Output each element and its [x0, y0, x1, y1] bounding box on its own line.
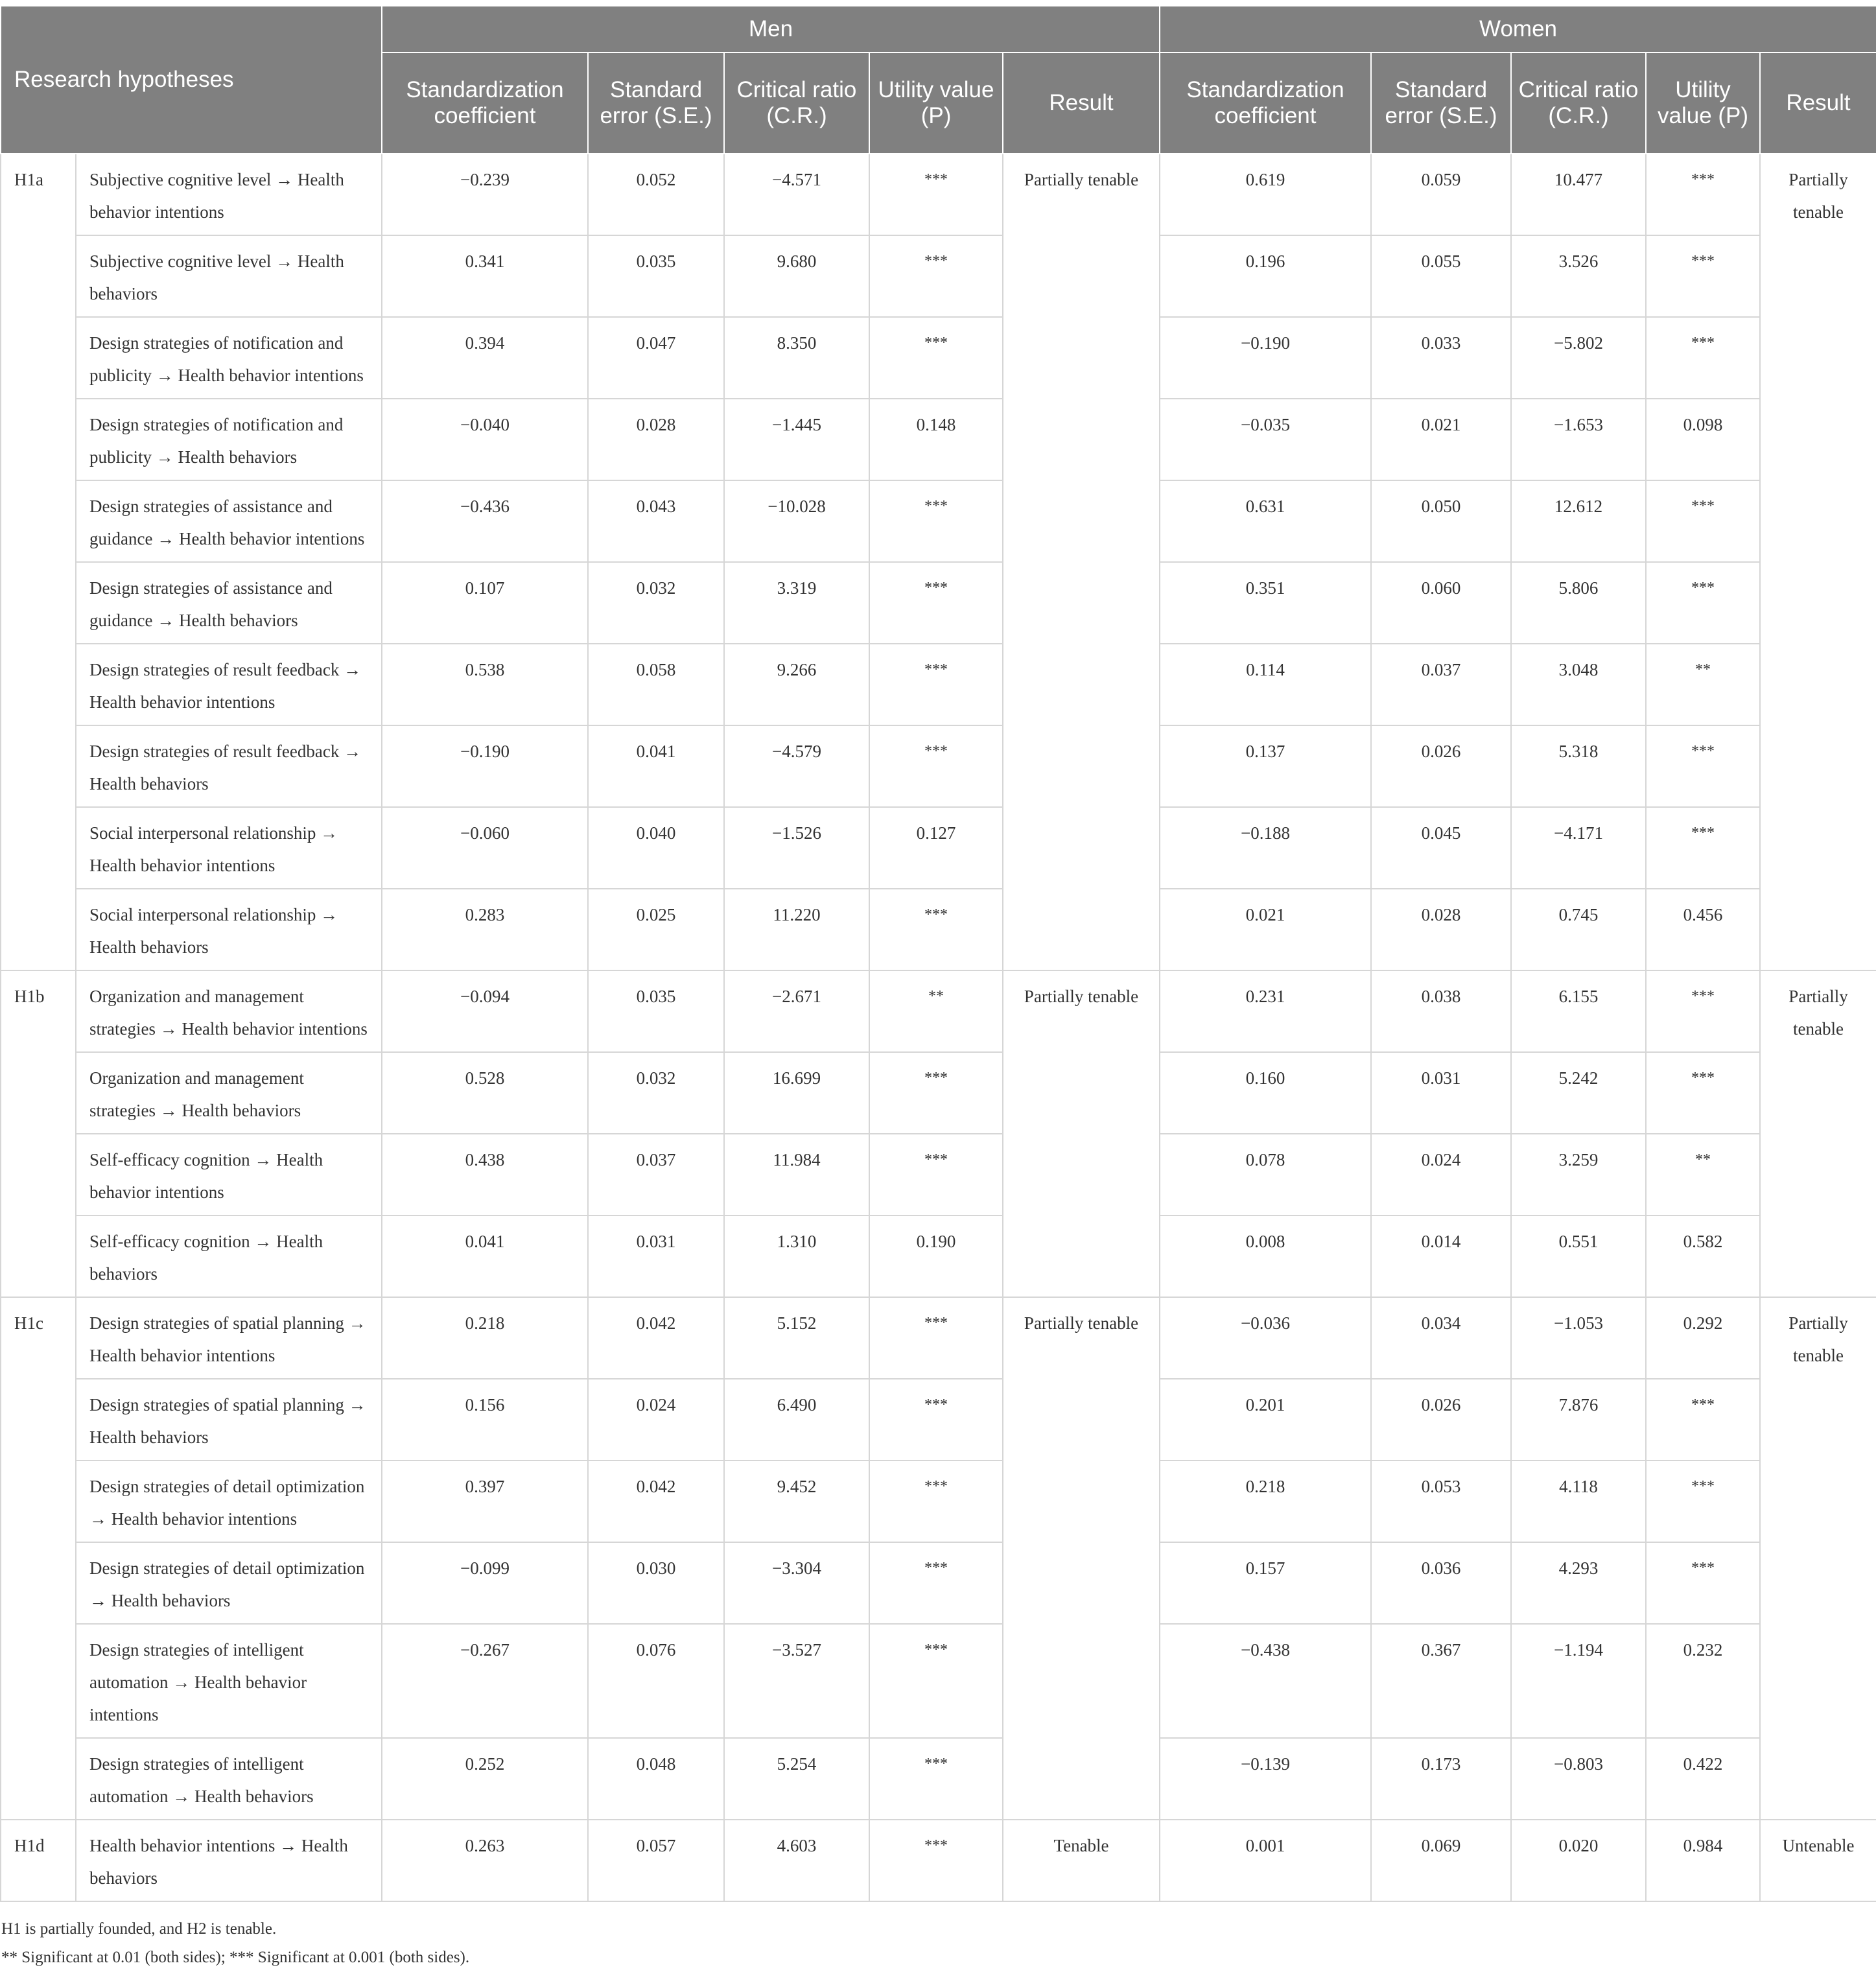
hypothesis-id-cell: H1d — [1, 1820, 76, 1901]
women-result-cell: Partially tenable — [1760, 154, 1876, 970]
women-std-coef-cell: 0.021 — [1160, 889, 1371, 970]
men-std-coef-cell: −0.267 — [382, 1624, 588, 1738]
men-critical-ratio-cell: 6.490 — [724, 1379, 869, 1461]
path-description-cell: Organization and management strategies → Health behavior intentions — [76, 970, 382, 1052]
women-critical-ratio-cell: −1.653 — [1511, 399, 1646, 480]
women-critical-ratio-cell: 3.259 — [1511, 1134, 1646, 1215]
men-std-error-cell: 0.041 — [588, 725, 724, 807]
women-std-coef-cell: 0.008 — [1160, 1215, 1371, 1297]
men-utility-value-cell: 0.127 — [869, 807, 1003, 889]
women-std-error-cell: 0.026 — [1371, 1379, 1511, 1461]
table-row — [1, 1379, 1876, 1461]
women-std-coef-cell: 0.001 — [1160, 1820, 1371, 1901]
women-std-error-cell: 0.059 — [1371, 154, 1511, 235]
women-std-error-cell: 0.045 — [1371, 807, 1511, 889]
women-critical-ratio-cell: 4.293 — [1511, 1542, 1646, 1624]
header-women-critical-ratio: Critical ratio (C.R.) — [1511, 53, 1646, 154]
header-research-hypotheses: Research hypotheses — [1, 6, 382, 154]
path-description-cell: Self-efficacy cognition → Health behaviors — [76, 1215, 382, 1297]
women-std-coef-cell: 0.078 — [1160, 1134, 1371, 1215]
men-utility-value-cell: *** — [869, 1624, 1003, 1738]
men-critical-ratio-cell: −10.028 — [724, 480, 869, 562]
men-critical-ratio-cell: 5.152 — [724, 1297, 869, 1379]
men-std-coef-cell: −0.190 — [382, 725, 588, 807]
women-utility-value-cell: ** — [1646, 644, 1760, 725]
men-std-coef-cell: −0.099 — [382, 1542, 588, 1624]
table-row — [1, 1052, 1876, 1134]
women-std-coef-cell: −0.036 — [1160, 1297, 1371, 1379]
table-row — [1, 889, 1876, 970]
path-description-cell: Design strategies of intelligent automation → Health behaviors — [76, 1738, 382, 1820]
table-body — [1, 154, 1876, 1901]
women-std-error-cell: 0.053 — [1371, 1461, 1511, 1542]
men-critical-ratio-cell: −3.304 — [724, 1542, 869, 1624]
men-critical-ratio-cell: 11.984 — [724, 1134, 869, 1215]
women-result-cell: Partially tenable — [1760, 970, 1876, 1297]
path-description-cell: Self-efficacy cognition → Health behavior intentions — [76, 1134, 382, 1215]
men-critical-ratio-cell: 8.350 — [724, 317, 869, 399]
path-description-cell: Design strategies of result feedback → Health behaviors — [76, 725, 382, 807]
women-utility-value-cell: 0.422 — [1646, 1738, 1760, 1820]
women-critical-ratio-cell: 3.048 — [1511, 644, 1646, 725]
men-critical-ratio-cell: −4.579 — [724, 725, 869, 807]
men-critical-ratio-cell: 4.603 — [724, 1820, 869, 1901]
header-women-result: Result — [1760, 53, 1876, 154]
men-utility-value-cell: *** — [869, 644, 1003, 725]
women-critical-ratio-cell: 4.118 — [1511, 1461, 1646, 1542]
men-std-error-cell: 0.031 — [588, 1215, 724, 1297]
table-row — [1, 1461, 1876, 1542]
women-utility-value-cell: 0.456 — [1646, 889, 1760, 970]
table-row — [1, 154, 1876, 235]
men-utility-value-cell: *** — [869, 480, 1003, 562]
table-row — [1, 1134, 1876, 1215]
men-utility-value-cell: *** — [869, 1461, 1003, 1542]
men-critical-ratio-cell: 16.699 — [724, 1052, 869, 1134]
path-description-cell: Subjective cognitive level → Health behaviors — [76, 235, 382, 317]
women-std-coef-cell: 0.351 — [1160, 562, 1371, 644]
women-utility-value-cell: ** — [1646, 1134, 1760, 1215]
header-men-critical-ratio: Critical ratio (C.R.) — [724, 53, 869, 154]
path-description-cell: Design strategies of assistance and guidance → Health behaviors — [76, 562, 382, 644]
women-std-coef-cell: −0.139 — [1160, 1738, 1371, 1820]
women-std-coef-cell: 0.231 — [1160, 970, 1371, 1052]
women-std-error-cell: 0.014 — [1371, 1215, 1511, 1297]
table-footnotes — [0, 1915, 1876, 1972]
men-std-error-cell: 0.047 — [588, 317, 724, 399]
men-critical-ratio-cell: 9.680 — [724, 235, 869, 317]
men-std-coef-cell: −0.436 — [382, 480, 588, 562]
footnote-hypothesis-summary: H1 is partially founded, and H2 is tenable. — [1, 1920, 277, 1938]
men-std-coef-cell: 0.397 — [382, 1461, 588, 1542]
women-critical-ratio-cell: 0.551 — [1511, 1215, 1646, 1297]
men-std-coef-cell: 0.263 — [382, 1820, 588, 1901]
men-std-error-cell: 0.025 — [588, 889, 724, 970]
women-std-error-cell: 0.055 — [1371, 235, 1511, 317]
women-critical-ratio-cell: −0.803 — [1511, 1738, 1646, 1820]
header-women-std-coef: Standardization coefficient — [1160, 53, 1371, 154]
men-result-cell: Partially tenable — [1003, 154, 1160, 970]
men-std-error-cell: 0.052 — [588, 154, 724, 235]
men-std-error-cell: 0.057 — [588, 1820, 724, 1901]
path-description-cell: Subjective cognitive level → Health behavior intentions — [76, 154, 382, 235]
women-std-coef-cell: 0.157 — [1160, 1542, 1371, 1624]
men-std-error-cell: 0.076 — [588, 1624, 724, 1738]
table-row — [1, 1624, 1876, 1738]
men-std-coef-cell: 0.218 — [382, 1297, 588, 1379]
men-critical-ratio-cell: 9.266 — [724, 644, 869, 725]
women-std-coef-cell: −0.190 — [1160, 317, 1371, 399]
path-description-cell: Design strategies of spatial planning → Health behaviors — [76, 1379, 382, 1461]
table-row — [1, 970, 1876, 1052]
men-utility-value-cell: *** — [869, 235, 1003, 317]
men-critical-ratio-cell: 9.452 — [724, 1461, 869, 1542]
women-critical-ratio-cell: 5.318 — [1511, 725, 1646, 807]
men-result-cell: Tenable — [1003, 1820, 1160, 1901]
women-critical-ratio-cell: 10.477 — [1511, 154, 1646, 235]
header-men-std-error: Standard error (S.E.) — [588, 53, 724, 154]
footnote-significance-legend: ** Significant at 0.01 (both sides); *** Significant at 0.001 (both sides). — [1, 1949, 470, 1966]
women-utility-value-cell: 0.582 — [1646, 1215, 1760, 1297]
women-std-error-cell: 0.367 — [1371, 1624, 1511, 1738]
men-std-error-cell: 0.024 — [588, 1379, 724, 1461]
men-utility-value-cell: *** — [869, 889, 1003, 970]
men-critical-ratio-cell: −3.527 — [724, 1624, 869, 1738]
men-critical-ratio-cell: 5.254 — [724, 1738, 869, 1820]
women-std-error-cell: 0.021 — [1371, 399, 1511, 480]
men-std-coef-cell: 0.107 — [382, 562, 588, 644]
women-std-error-cell: 0.026 — [1371, 725, 1511, 807]
men-critical-ratio-cell: 1.310 — [724, 1215, 869, 1297]
table-row — [1, 399, 1876, 480]
women-std-error-cell: 0.173 — [1371, 1738, 1511, 1820]
men-critical-ratio-cell: −4.571 — [724, 154, 869, 235]
men-std-error-cell: 0.032 — [588, 1052, 724, 1134]
men-std-error-cell: 0.048 — [588, 1738, 724, 1820]
women-std-coef-cell: 0.619 — [1160, 154, 1371, 235]
women-std-coef-cell: −0.035 — [1160, 399, 1371, 480]
header-men-std-coef: Standardization coefficient — [382, 53, 588, 154]
women-critical-ratio-cell: 0.745 — [1511, 889, 1646, 970]
men-std-coef-cell: 0.283 — [382, 889, 588, 970]
men-std-coef-cell: 0.438 — [382, 1134, 588, 1215]
women-utility-value-cell: *** — [1646, 1542, 1760, 1624]
path-description-cell: Social interpersonal relationship → Health behavior intentions — [76, 807, 382, 889]
hypothesis-id-cell: H1b — [1, 970, 76, 1297]
women-utility-value-cell: *** — [1646, 970, 1760, 1052]
men-std-coef-cell: 0.528 — [382, 1052, 588, 1134]
women-critical-ratio-cell: 5.806 — [1511, 562, 1646, 644]
women-critical-ratio-cell: −4.171 — [1511, 807, 1646, 889]
men-std-coef-cell: −0.239 — [382, 154, 588, 235]
hypothesis-id-cell: H1a — [1, 154, 76, 970]
women-std-error-cell: 0.031 — [1371, 1052, 1511, 1134]
men-std-coef-cell: 0.394 — [382, 317, 588, 399]
women-critical-ratio-cell: −1.194 — [1511, 1624, 1646, 1738]
table-row — [1, 1297, 1876, 1379]
header-men-utility-value: Utility value (P) — [869, 53, 1003, 154]
women-critical-ratio-cell: −5.802 — [1511, 317, 1646, 399]
men-utility-value-cell: *** — [869, 562, 1003, 644]
table-row — [1, 1542, 1876, 1624]
women-std-coef-cell: 0.631 — [1160, 480, 1371, 562]
women-critical-ratio-cell: 5.242 — [1511, 1052, 1646, 1134]
table-row — [1, 644, 1876, 725]
men-utility-value-cell: *** — [869, 1379, 1003, 1461]
men-std-coef-cell: −0.040 — [382, 399, 588, 480]
women-utility-value-cell: 0.232 — [1646, 1624, 1760, 1738]
women-result-cell: Untenable — [1760, 1820, 1876, 1901]
women-utility-value-cell: 0.292 — [1646, 1297, 1760, 1379]
path-description-cell: Design strategies of assistance and guidance → Health behavior intentions — [76, 480, 382, 562]
women-std-coef-cell: −0.438 — [1160, 1624, 1371, 1738]
women-std-error-cell: 0.028 — [1371, 889, 1511, 970]
women-std-coef-cell: 0.201 — [1160, 1379, 1371, 1461]
women-utility-value-cell: 0.098 — [1646, 399, 1760, 480]
table-row — [1, 725, 1876, 807]
men-std-error-cell: 0.043 — [588, 480, 724, 562]
women-utility-value-cell: *** — [1646, 480, 1760, 562]
path-description-cell: Design strategies of notification and publicity → Health behaviors — [76, 399, 382, 480]
men-critical-ratio-cell: −1.445 — [724, 399, 869, 480]
path-description-cell: Design strategies of detail optimization → Health behavior intentions — [76, 1461, 382, 1542]
women-std-error-cell: 0.034 — [1371, 1297, 1511, 1379]
women-std-coef-cell: 0.114 — [1160, 644, 1371, 725]
women-critical-ratio-cell: −1.053 — [1511, 1297, 1646, 1379]
men-result-cell: Partially tenable — [1003, 970, 1160, 1297]
men-std-coef-cell: 0.252 — [382, 1738, 588, 1820]
women-utility-value-cell: *** — [1646, 807, 1760, 889]
table-row — [1, 235, 1876, 317]
path-description-cell: Design strategies of result feedback → Health behavior intentions — [76, 644, 382, 725]
path-description-cell: Design strategies of intelligent automation → Health behavior intentions — [76, 1624, 382, 1738]
header-men-result: Result — [1003, 53, 1160, 154]
women-std-error-cell: 0.050 — [1371, 480, 1511, 562]
men-std-error-cell: 0.035 — [588, 235, 724, 317]
men-std-error-cell: 0.032 — [588, 562, 724, 644]
path-description-cell: Social interpersonal relationship → Health behaviors — [76, 889, 382, 970]
men-std-error-cell: 0.058 — [588, 644, 724, 725]
men-std-error-cell: 0.042 — [588, 1461, 724, 1542]
women-std-error-cell: 0.037 — [1371, 644, 1511, 725]
header-women-utility-value: Utility value (P) — [1646, 53, 1760, 154]
header-group-men: Men — [382, 6, 1160, 53]
men-utility-value-cell: *** — [869, 1820, 1003, 1901]
path-description-cell: Health behavior intentions → Health behaviors — [76, 1820, 382, 1901]
women-utility-value-cell: *** — [1646, 235, 1760, 317]
men-utility-value-cell: *** — [869, 154, 1003, 235]
women-std-coef-cell: 0.137 — [1160, 725, 1371, 807]
men-utility-value-cell: *** — [869, 1738, 1003, 1820]
women-utility-value-cell: *** — [1646, 1379, 1760, 1461]
results-table-container — [0, 5, 1876, 1972]
table-row — [1, 1820, 1876, 1901]
men-result-cell: Partially tenable — [1003, 1297, 1160, 1820]
table-row — [1, 480, 1876, 562]
women-critical-ratio-cell: 3.526 — [1511, 235, 1646, 317]
men-utility-value-cell: *** — [869, 317, 1003, 399]
men-std-error-cell: 0.040 — [588, 807, 724, 889]
women-std-error-cell: 0.024 — [1371, 1134, 1511, 1215]
women-utility-value-cell: *** — [1646, 725, 1760, 807]
path-description-cell: Design strategies of notification and publicity → Health behavior intentions — [76, 317, 382, 399]
women-std-error-cell: 0.033 — [1371, 317, 1511, 399]
women-utility-value-cell: 0.984 — [1646, 1820, 1760, 1901]
women-critical-ratio-cell: 7.876 — [1511, 1379, 1646, 1461]
men-utility-value-cell: *** — [869, 1052, 1003, 1134]
men-std-error-cell: 0.035 — [588, 970, 724, 1052]
women-utility-value-cell: *** — [1646, 1461, 1760, 1542]
women-critical-ratio-cell: 12.612 — [1511, 480, 1646, 562]
men-std-error-cell: 0.037 — [588, 1134, 724, 1215]
men-utility-value-cell: 0.148 — [869, 399, 1003, 480]
women-std-coef-cell: 0.160 — [1160, 1052, 1371, 1134]
women-std-coef-cell: 0.196 — [1160, 235, 1371, 317]
path-description-cell: Design strategies of spatial planning → Health behavior intentions — [76, 1297, 382, 1379]
men-std-error-cell: 0.042 — [588, 1297, 724, 1379]
men-utility-value-cell: *** — [869, 725, 1003, 807]
men-std-coef-cell: 0.538 — [382, 644, 588, 725]
men-std-coef-cell: 0.041 — [382, 1215, 588, 1297]
men-std-error-cell: 0.028 — [588, 399, 724, 480]
women-std-error-cell: 0.036 — [1371, 1542, 1511, 1624]
header-group-women: Women — [1160, 6, 1876, 53]
men-std-coef-cell: 0.341 — [382, 235, 588, 317]
men-std-error-cell: 0.030 — [588, 1542, 724, 1624]
women-critical-ratio-cell: 6.155 — [1511, 970, 1646, 1052]
women-std-error-cell: 0.060 — [1371, 562, 1511, 644]
women-utility-value-cell: *** — [1646, 562, 1760, 644]
women-std-coef-cell: −0.188 — [1160, 807, 1371, 889]
hypothesis-id-cell: H1c — [1, 1297, 76, 1820]
men-utility-value-cell: *** — [869, 1134, 1003, 1215]
men-critical-ratio-cell: −2.671 — [724, 970, 869, 1052]
table-header — [1, 6, 1876, 154]
men-utility-value-cell: ** — [869, 970, 1003, 1052]
path-description-cell: Design strategies of detail optimization → Health behaviors — [76, 1542, 382, 1624]
hypothesis-results-table — [0, 5, 1876, 1902]
men-utility-value-cell: *** — [869, 1542, 1003, 1624]
men-critical-ratio-cell: 11.220 — [724, 889, 869, 970]
men-std-coef-cell: −0.060 — [382, 807, 588, 889]
women-critical-ratio-cell: 0.020 — [1511, 1820, 1646, 1901]
men-critical-ratio-cell: −1.526 — [724, 807, 869, 889]
men-std-coef-cell: 0.156 — [382, 1379, 588, 1461]
table-row — [1, 807, 1876, 889]
table-row — [1, 317, 1876, 399]
men-critical-ratio-cell: 3.319 — [724, 562, 869, 644]
women-std-error-cell: 0.038 — [1371, 970, 1511, 1052]
table-row — [1, 1738, 1876, 1820]
women-result-cell: Partially tenable — [1760, 1297, 1876, 1820]
path-description-cell: Organization and management strategies → Health behaviors — [76, 1052, 382, 1134]
header-women-std-error: Standard error (S.E.) — [1371, 53, 1511, 154]
table-row — [1, 562, 1876, 644]
women-utility-value-cell: *** — [1646, 154, 1760, 235]
women-utility-value-cell: *** — [1646, 1052, 1760, 1134]
women-std-coef-cell: 0.218 — [1160, 1461, 1371, 1542]
men-std-coef-cell: −0.094 — [382, 970, 588, 1052]
table-row — [1, 1215, 1876, 1297]
men-utility-value-cell: 0.190 — [869, 1215, 1003, 1297]
women-utility-value-cell: *** — [1646, 317, 1760, 399]
men-utility-value-cell: *** — [869, 1297, 1003, 1379]
women-std-error-cell: 0.069 — [1371, 1820, 1511, 1901]
